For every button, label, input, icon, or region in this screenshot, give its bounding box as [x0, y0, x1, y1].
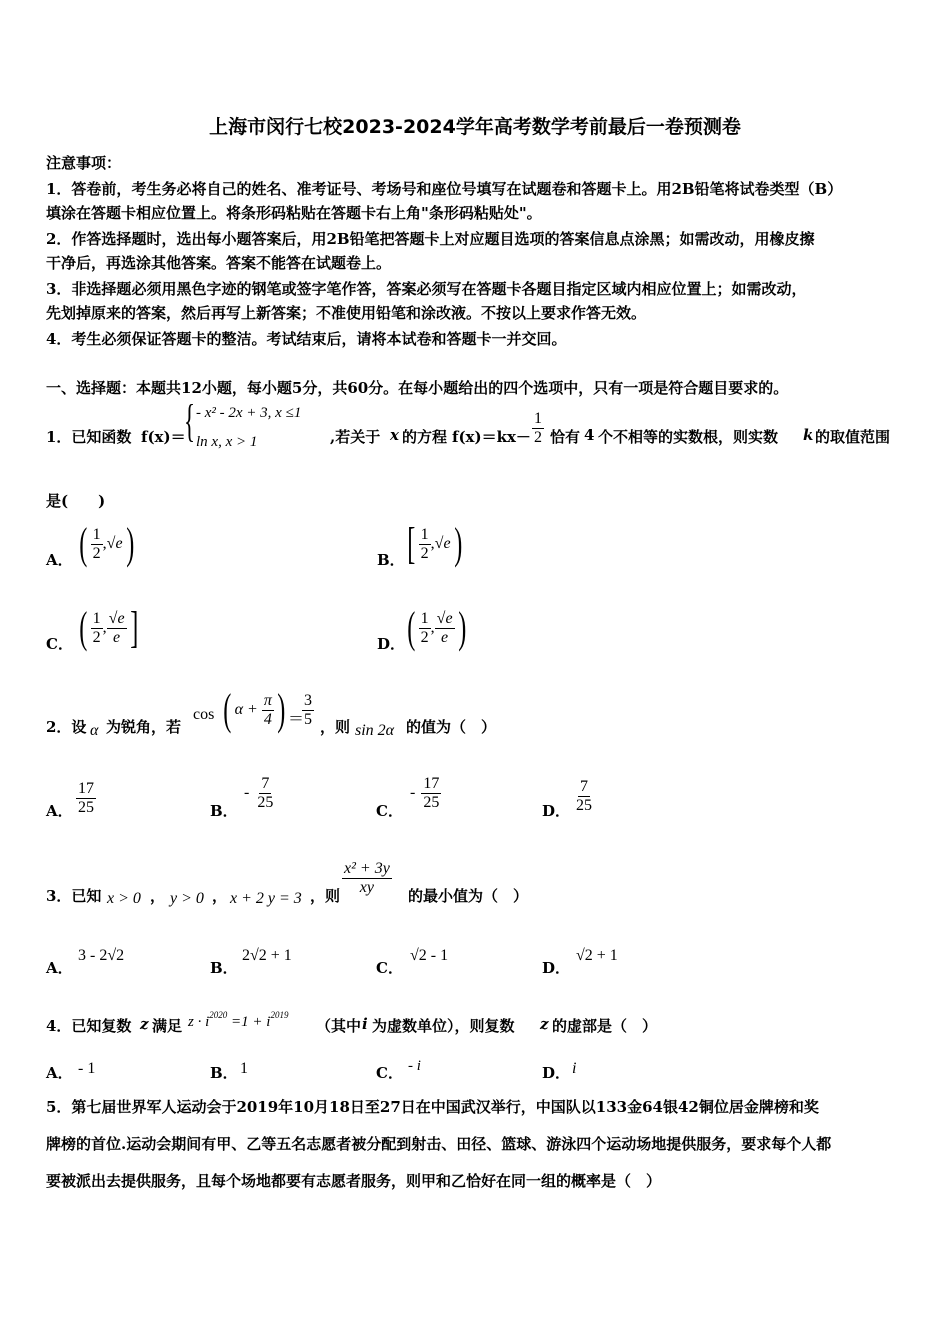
- notice-item-4: 4．考生必须保证答题卡的整洁。考试结束后，请将本试卷和答题卡一并交回。: [46, 330, 567, 348]
- q4-eq-right: =1 + i: [227, 1014, 271, 1030]
- q1-case-1: - x² - 2x + 3, x ≤1: [196, 405, 302, 421]
- q1-option-d[interactable]: ( $\frac{1}{2}$ , $\frac{√e}{e}$ ): [407, 603, 466, 652]
- q2-option-c[interactable]: [410, 775, 441, 811]
- q2-equals: ＝: [288, 711, 305, 728]
- section-heading: 一、选择题：本题共12小题，每小题5分，共60分。在每小题给出的四个选项中，只有一项是符合题目要求的。: [46, 379, 789, 397]
- q2-option-c-den: 25: [423, 793, 440, 811]
- q1-option-c-right: ]: [129, 603, 138, 652]
- q4-exp-2: 2019: [270, 1010, 289, 1020]
- q3-option-a-label[interactable]: A．: [46, 959, 73, 977]
- q4-option-d[interactable]: i: [572, 1060, 577, 1077]
- q4-equation: [188, 1010, 288, 1031]
- q4-prefix: 4．已知复数: [46, 1017, 132, 1035]
- q1-prefix: 1．已知函数: [46, 428, 132, 446]
- q5-line-1: 5．第七届世界军人运动会于2019年10月18日至27日在中国武汉举行，中国队以133金64银42铜位居金牌榜和奖: [46, 1098, 819, 1116]
- q1-half-fraction: [532, 410, 544, 446]
- q4-text-1: 满足: [152, 1017, 183, 1035]
- q2-option-a-den: 25: [78, 798, 94, 816]
- q1-option-c-second-den: e: [113, 628, 121, 646]
- q2-cos-argument: ( α + $\frac{\pi}{4}$ ): [223, 685, 286, 734]
- q1-text-1: ,若关于: [330, 428, 381, 446]
- q4-option-b[interactable]: 1: [240, 1060, 248, 1077]
- q2-option-d-label[interactable]: D．: [542, 802, 571, 820]
- q2-cos: cos: [193, 706, 215, 723]
- q2-option-d-num: 7: [580, 778, 588, 795]
- q1-line-2: 是( ): [46, 492, 106, 510]
- q1-var-k: k: [803, 426, 814, 444]
- q1-option-b[interactable]: [ $\frac{1}{2}$ ,√e): [407, 519, 462, 568]
- q3-condition-3: x + 2 y = 3: [230, 890, 302, 907]
- q4-eq-left: z · i: [188, 1014, 210, 1030]
- q3-condition-1: x > 0: [107, 890, 141, 907]
- q1-option-b-right: ): [453, 519, 462, 568]
- q3-option-b[interactable]: 2√2 + 1: [242, 947, 292, 964]
- q2-prefix: 2．设: [46, 718, 87, 736]
- q1-fx: f(x)＝: [141, 428, 186, 446]
- q2-text-2: ，则: [320, 718, 351, 736]
- q2-value: [302, 692, 314, 728]
- q3-option-b-label[interactable]: B．: [210, 959, 238, 977]
- q1-option-a-label[interactable]: A．: [46, 551, 73, 569]
- q1-text-2: 的方程: [402, 428, 448, 446]
- q1-option-d-right: ): [457, 603, 466, 652]
- q2-text-1: 为锐角，若: [106, 718, 182, 736]
- q4-option-a-label[interactable]: A．: [46, 1064, 73, 1082]
- q4-option-c-label[interactable]: C．: [376, 1064, 403, 1082]
- q4-option-c[interactable]: - i: [408, 1058, 421, 1074]
- q1-equation: f(x)＝kx－: [452, 428, 531, 446]
- q2-option-b-label[interactable]: B．: [210, 802, 238, 820]
- q2-option-d[interactable]: [574, 778, 594, 814]
- page-title: 上海市闵行七校2023-2024学年高考数学考前最后一卷预测卷: [209, 116, 741, 138]
- q1-option-c-label[interactable]: C．: [46, 635, 73, 653]
- q4-text-3: 为虚数单位），则复数: [372, 1017, 515, 1035]
- q2-pi-den: 4: [263, 710, 272, 728]
- q4-option-a[interactable]: - 1: [78, 1060, 96, 1077]
- q2-option-a-label[interactable]: A．: [46, 802, 73, 820]
- q1-half-denominator: 2: [534, 428, 542, 446]
- q1-option-c-left: (: [79, 603, 88, 652]
- q1-option-b-second: √e: [434, 535, 451, 552]
- q1-option-d-label[interactable]: D．: [377, 635, 406, 653]
- q1-option-d-left: (: [407, 603, 416, 652]
- q2-value-num: 3: [304, 692, 312, 709]
- q1-half-numerator: 1: [534, 410, 542, 427]
- q3-expression: [342, 860, 392, 896]
- q2-sin: sin 2α: [355, 722, 395, 739]
- notice-item-3-line-1: 3．非选择题必须用黑色字迹的钢笔或签字笔作答，答案必须写在答题卡各题目指定区域内相应位置上；如需改动，: [46, 280, 807, 298]
- q1-option-c-den: 2: [92, 628, 101, 646]
- q1-option-b-left: [: [407, 519, 416, 568]
- q1-option-a-left: (: [79, 519, 88, 568]
- q4-option-b-label[interactable]: B．: [210, 1064, 238, 1082]
- q4-suffix: 的虚部是（ ）: [552, 1017, 658, 1035]
- q1-option-a[interactable]: ( $\frac{1}{2}$ ,√e): [79, 519, 134, 568]
- notice-item-2-line-1: 2．作答选择题时，选出每小题答案后，用2B铅笔把答题卡上对应题目选项的答案信息点涂黑；如需改动，用橡皮擦: [46, 230, 815, 248]
- q4-i: i: [362, 1015, 368, 1033]
- q3-expression-num: x² + 3y: [344, 860, 390, 877]
- q1-four: 4: [584, 426, 595, 444]
- q1-var-x: x: [390, 426, 399, 444]
- q1-option-b-label[interactable]: B．: [377, 551, 405, 569]
- q3-prefix: 3．已知: [46, 887, 102, 905]
- q3-condition-2: y > 0: [170, 890, 204, 907]
- notice-heading: 注意事项：: [46, 154, 122, 172]
- q2-option-c-sign: -: [410, 784, 416, 802]
- q1-option-a-second: √e: [106, 535, 123, 552]
- q1-option-c-num: 1: [92, 609, 101, 627]
- q2-option-d-den: 25: [576, 796, 592, 814]
- q3-option-d-label[interactable]: D．: [542, 959, 571, 977]
- q2-option-c-num: 17: [423, 775, 440, 792]
- q5-line-3: 要被派出去提供服务，且每个场地都要有志愿者服务，则甲和乙恰好在同一组的概率是（ ）: [46, 1172, 662, 1190]
- q3-option-c[interactable]: √2 - 1: [410, 947, 449, 964]
- q2-suffix: 的值为（ ）: [406, 718, 497, 736]
- q1-brace-icon: {: [184, 395, 196, 446]
- q1-option-d-second-num: √e: [436, 609, 453, 627]
- notice-item-2-line-2: 干净后，再选涂其他答案。答案不能答在试题卷上。: [46, 254, 392, 272]
- q1-option-a-num: 1: [92, 525, 101, 543]
- q2-arg: α +: [234, 701, 262, 718]
- q5-line-2: 牌榜的首位.运动会期间有甲、乙等五名志愿者被分配到射击、田径、篮球、游泳四个运动场地提供服务，要求每个人都: [46, 1135, 832, 1153]
- q2-option-a-num: 17: [78, 780, 94, 797]
- notice-item-1-line-2: 填涂在答题卡相应位置上。将条形码粘贴在答题卡右上角"条形码粘贴处"。: [46, 204, 542, 222]
- q1-option-d-num: 1: [420, 609, 429, 627]
- q2-option-b[interactable]: [244, 775, 275, 811]
- q4-text-2: （其中: [316, 1017, 362, 1035]
- q1-option-d-den: 2: [420, 628, 429, 646]
- q4-exp-1: 2020: [209, 1010, 228, 1020]
- q1-option-d-second-den: e: [441, 628, 449, 646]
- q1-option-a-right: ): [125, 519, 134, 568]
- q2-option-c-label[interactable]: C．: [376, 802, 403, 820]
- q3-option-a[interactable]: 3 - 2√2: [78, 947, 125, 964]
- q2-option-b-den: 25: [257, 793, 274, 811]
- q1-case-2: ln x, x > 1: [196, 434, 258, 450]
- q2-value-den: 5: [304, 710, 312, 728]
- q2-pi-num: π: [263, 691, 272, 709]
- q2-alpha: α: [90, 722, 99, 739]
- q4-option-d-label[interactable]: D．: [542, 1064, 571, 1082]
- q2-option-b-sign: -: [244, 784, 250, 802]
- q3-expression-den: xy: [359, 878, 374, 896]
- q2-option-b-num: 7: [261, 775, 270, 792]
- q1-option-c[interactable]: ( $\frac{1}{2}$ , $\frac{√e}{e}$ ]: [79, 603, 138, 652]
- q3-text: ，则: [310, 887, 341, 905]
- notice-item-3-line-2: 先划掉原来的答案，然后再写上新答案；不准使用铅笔和涂改液。不按以上要求作答无效。: [46, 304, 647, 322]
- q1-text-3: 恰有: [550, 428, 581, 446]
- q1-option-c-second-num: √e: [108, 609, 125, 627]
- q1-text-5: 的取值范围: [815, 428, 891, 446]
- q1-text-4: 个不相等的实数根，则实数: [598, 428, 779, 446]
- q3-suffix: 的最小值为（ ）: [408, 887, 529, 905]
- q3-option-d[interactable]: √2 + 1: [576, 947, 618, 964]
- notice-item-1-line-1: 1．答卷前，考生务必将自己的姓名、准考证号、考场号和座位号填写在试题卷和答题卡上。用2B铅笔将试卷类型（B）: [46, 180, 843, 198]
- q1-option-b-den: 2: [420, 544, 429, 562]
- q3-option-c-label[interactable]: C．: [376, 959, 403, 977]
- q2-option-a[interactable]: [76, 780, 96, 816]
- q1-option-a-den: 2: [92, 544, 101, 562]
- q1-option-b-num: 1: [420, 525, 429, 543]
- q4-z-2: z: [540, 1015, 549, 1033]
- q4-z: z: [140, 1015, 149, 1033]
